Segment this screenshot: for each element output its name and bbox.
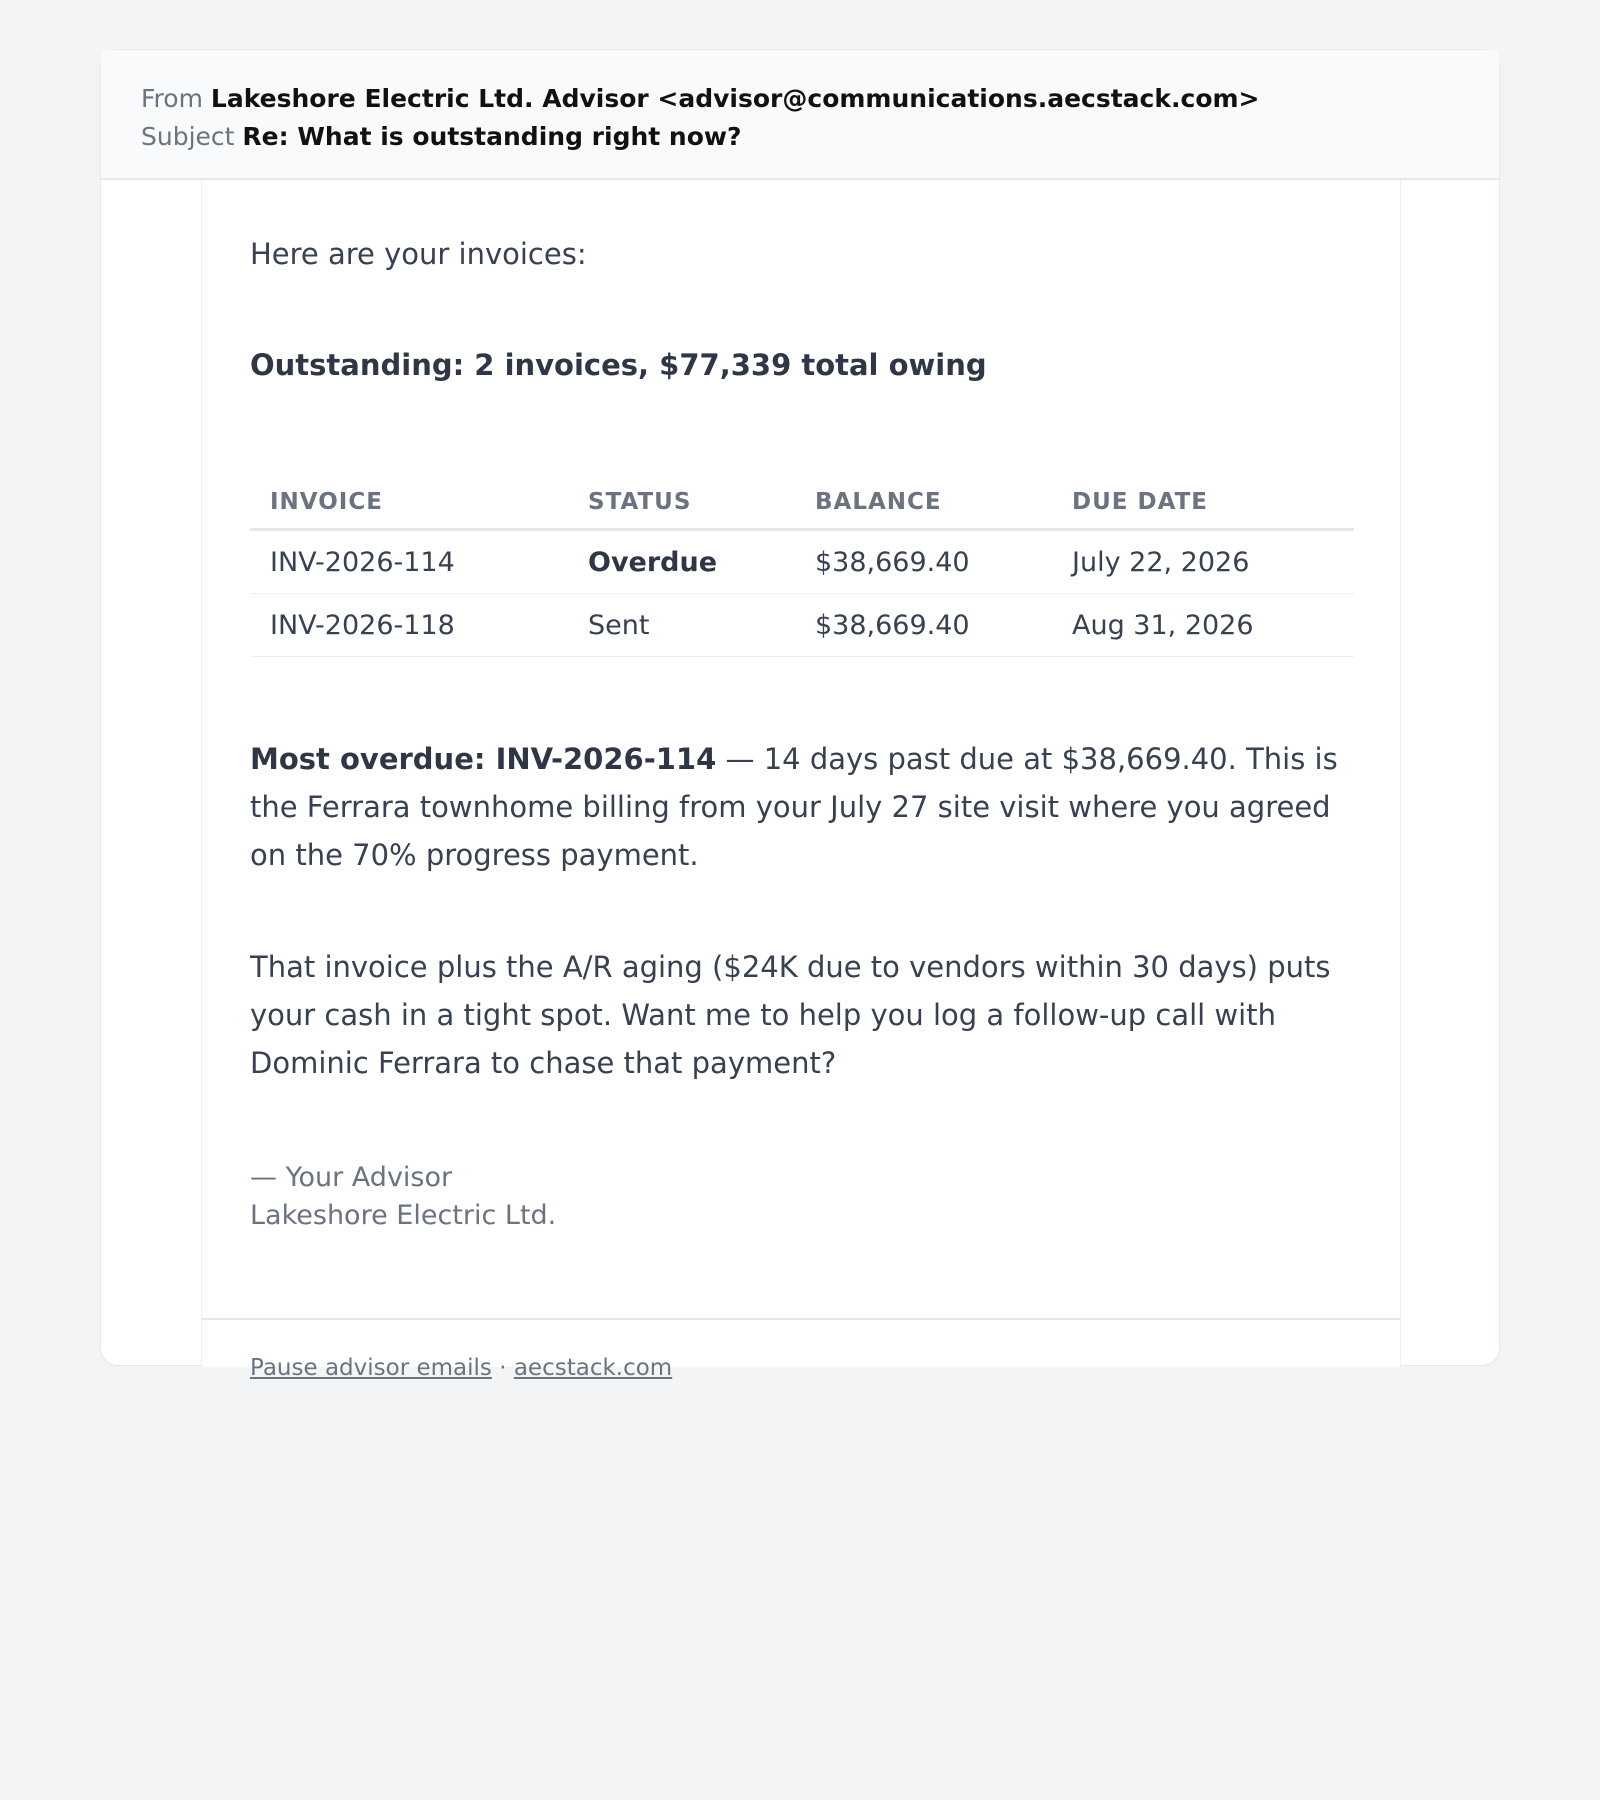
- intro-text: Here are your invoices:: [250, 237, 587, 271]
- message-card: [201, 180, 1401, 1381]
- most-overdue-lead: Most overdue: INV-2026-114: [250, 742, 717, 776]
- column-header-invoice: INVOICE: [250, 476, 568, 530]
- column-header-status: STATUS: [568, 476, 795, 530]
- subject-label: Subject: [141, 122, 235, 151]
- invoice-number: INV-2026-114: [250, 530, 568, 594]
- most-overdue-text: — 14 days past due at $38,669.40. This is the Ferrara townhome billing from your July 27 site visit where you agreed on the 70% progress payment.: [250, 742, 1338, 872]
- most-overdue-paragraph: [250, 735, 1352, 879]
- signature-company: Lakeshore Electric Ltd.: [250, 1200, 557, 1231]
- message-body: [202, 180, 1400, 1235]
- invoice-due-date: July 22, 2026: [1052, 530, 1354, 594]
- subject-line: [141, 118, 1499, 156]
- ar-aging-paragraph: That invoice plus the A/R aging ($24K due to vendors within 30 days) puts your cash in a tight spot. Want me to help you log a follow-up call with Dominic Ferrara to chase that payment?: [250, 950, 1331, 1080]
- column-header-balance: BALANCE: [795, 476, 1052, 530]
- from-label: From: [141, 84, 203, 113]
- footer-separator: ·: [491, 1355, 514, 1381]
- invoice-status: Overdue: [568, 530, 795, 594]
- signature-name: — Your Advisor: [250, 1162, 453, 1193]
- invoice-status: Sent: [568, 594, 795, 657]
- invoice-balance: $38,669.40: [795, 594, 1052, 657]
- signature: [250, 1159, 1352, 1235]
- invoice-table: [250, 476, 1354, 657]
- invoice-balance: $38,669.40: [795, 530, 1052, 594]
- invoice-number: INV-2026-118: [250, 594, 568, 657]
- outstanding-summary: Outstanding: 2 invoices, $77,339 total owing: [250, 348, 987, 382]
- email-header: [101, 50, 1499, 180]
- pause-advisor-emails-link[interactable]: Pause advisor emails: [250, 1355, 492, 1381]
- email-footer: [202, 1318, 1400, 1384]
- email-view: [100, 49, 1500, 1381]
- from-line: [141, 80, 1499, 118]
- invoice-due-date: Aug 31, 2026: [1052, 594, 1354, 657]
- from-value: Lakeshore Electric Ltd. Advisor <advisor@communications.aecstack.com>: [210, 84, 1260, 113]
- table-row: [250, 594, 1354, 657]
- table-header-row: [250, 476, 1354, 530]
- aecstack-site-link[interactable]: aecstack.com: [513, 1355, 673, 1381]
- table-row: [250, 530, 1354, 594]
- subject-value: Re: What is outstanding right now?: [242, 122, 742, 151]
- column-header-due-date: DUE DATE: [1052, 476, 1354, 530]
